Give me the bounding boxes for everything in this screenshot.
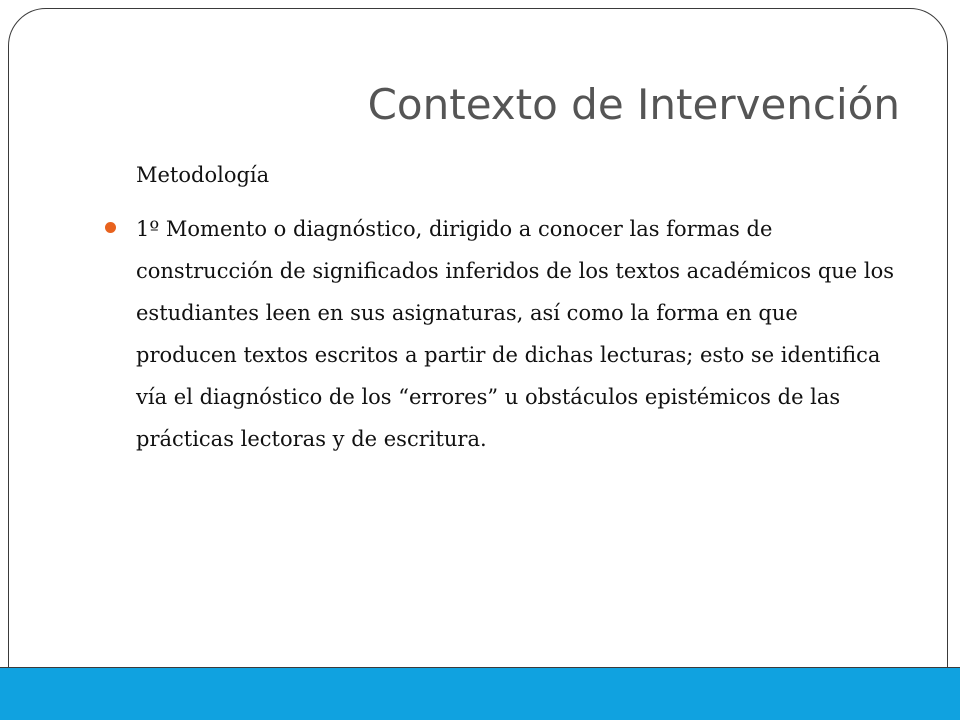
section-subheading: Metodología: [136, 163, 270, 187]
bullet-item: [105, 208, 895, 460]
bullet-dot-icon: [105, 222, 116, 233]
slide-title: Contexto de Intervención: [367, 80, 900, 129]
bullet-text: 1º Momento o diagnóstico, dirigido a conocer las formas de construcción de significados inferidos de los textos académicos que los estudiantes leen en sus asignaturas, así como la forma en que producen textos escritos a partir de dichas lecturas; esto se identifica vía el diagnóstico de los “errores” u obstáculos epistémicos de las prácticas lectoras y de escritura.: [136, 217, 895, 451]
footer-bar: [0, 667, 960, 720]
